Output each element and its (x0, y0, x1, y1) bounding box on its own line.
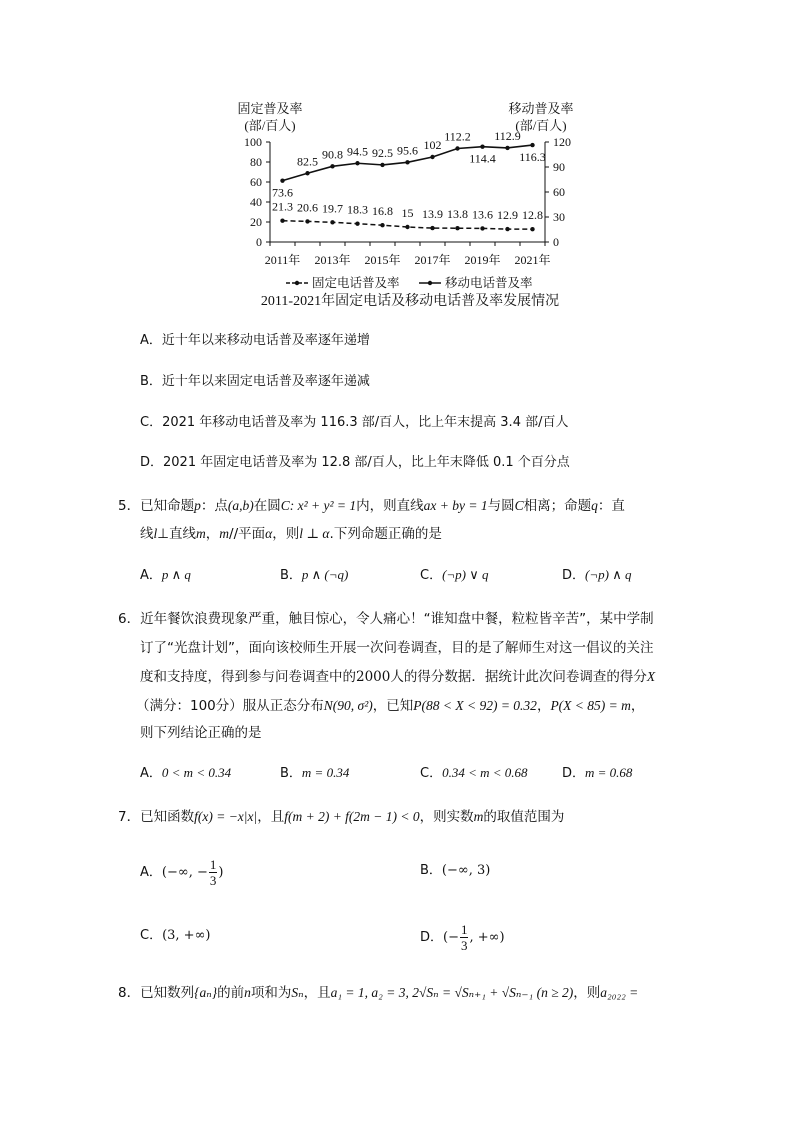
mobile-data-label: 116.3 (519, 150, 546, 165)
mobile-point (455, 146, 459, 150)
q5-option-b[interactable]: B．p ∧ (¬q) (280, 567, 349, 583)
q6-line-5: 则下列结论正确的是 (140, 725, 262, 741)
x-tick-label: 2017年 (414, 253, 451, 267)
q5-option-d[interactable]: D．(¬p) ∧ q (562, 567, 632, 583)
x-tick-label: 2021年 (514, 253, 551, 267)
fixed-data-label: 18.3 (347, 202, 368, 217)
fixed-data-label: 19.7 (322, 201, 343, 216)
q7-option-c[interactable]: C．(3, +∞) (140, 928, 211, 943)
left-tick-label: 40 (250, 195, 262, 209)
right-tick-label: 30 (553, 210, 565, 224)
mobile-point (305, 171, 309, 175)
q4-option-b[interactable]: B．近十年以来固定电话普及率逐年递减 (140, 374, 370, 389)
q8-line-1: 8．已知数列{aₙ}的前n项和为Sₙ，且a₁ = 1, a₂ = 3, 2√Sₙ = √Sₙ₊₁ + √Sₙ₋₁ (n ≥ 2)，则a₂₀₂₂ = (118, 985, 639, 1001)
mobile-data-label: 82.5 (297, 154, 318, 169)
mobile-point (430, 155, 434, 159)
right-tick-label: 120 (553, 135, 571, 149)
mobile-point (480, 144, 484, 148)
q5-line-2: 线l⊥直线m，m//平面α，则l ⊥ α.下列命题正确的是 (140, 526, 442, 542)
q6-option-c[interactable]: C．0.34 < m < 0.68 (420, 765, 528, 781)
right-tick-label: 60 (553, 185, 565, 199)
fixed-point (330, 220, 334, 224)
q4-option-d[interactable]: D．2021 年固定电话普及率为 12.8 部/百人，比上年末降低 0.1 个百分点 (140, 455, 570, 470)
right-axis-label-1: 移动普及率 (508, 101, 574, 116)
fixed-point (280, 219, 284, 223)
fixed-point (505, 227, 509, 231)
q6-line-4: （满分：100分）服从正态分布N(90, σ²)，已知P(88 < X < 92) = 0.32，P(X < 85) = m， (136, 698, 645, 714)
left-axis-label-2: (部/百人) (244, 118, 296, 133)
mobile-point (405, 160, 409, 164)
q6-line-2: 订了“光盘计划”，面向该校师生开展一次问卷调查，目的是了解师生对这一倡议的关注 (140, 640, 654, 656)
q6-option-a[interactable]: A．0 < m < 0.34 (140, 765, 232, 781)
q6-option-d[interactable]: D．m = 0.68 (562, 765, 633, 781)
left-tick-label: 100 (244, 135, 262, 149)
q6-line-3: 度和支持度，得到参与问卷调查中的2000人的得分数据．据统计此次问卷调查的得分X (140, 669, 656, 685)
fixed-data-label: 12.8 (522, 208, 543, 223)
mobile-point (330, 164, 334, 168)
q7-option-d[interactable]: D．(− $\frac{1}{3}$ , +∞) (420, 922, 505, 953)
fixed-data-label: 12.9 (497, 208, 518, 223)
fixed-data-label: 20.6 (297, 200, 318, 215)
fixed-data-label: 16.8 (372, 204, 393, 219)
mobile-data-label: 112.9 (494, 128, 521, 143)
fixed-data-label: 13.8 (447, 207, 468, 222)
mobile-data-label: 92.5 (372, 145, 393, 160)
q7-option-b[interactable]: B．(−∞, 3) (420, 863, 491, 878)
mobile-data-label: 95.6 (397, 143, 418, 158)
q5-option-a[interactable]: A．p ∧ q (140, 567, 191, 583)
q6-option-b[interactable]: B．m = 0.34 (280, 765, 350, 781)
left-tick-label: 20 (250, 215, 262, 229)
mobile-point (280, 178, 284, 182)
q5-line-1: 5．已知命题p：点(a,b)在圆C: x² + y² = 1内，则直线ax + by = 1与圆C相离；命题q：直 (118, 498, 625, 514)
q7-option-a[interactable]: A．(−∞, − $\frac{1}{3}$ ) (140, 857, 224, 888)
mobile-data-label: 112.2 (444, 129, 471, 144)
fixed-point (305, 219, 309, 223)
legend-label-fixed: 固定电话普及率 (312, 276, 400, 290)
x-tick-label: 2011年 (264, 253, 301, 267)
mobile-point (505, 146, 509, 150)
fixed-point (380, 223, 384, 227)
q6-line-1: 6．近年餐饮浪费现象严重，触目惊心，令人痛心！“谁知盘中餐，粒粒皆辛苦”，某中学制 (118, 611, 654, 627)
q4-option-a[interactable]: A．近十年以来移动电话普及率逐年递增 (140, 333, 370, 348)
fixed-data-label: 15 (401, 206, 414, 220)
mobile-data-label: 114.4 (469, 151, 496, 166)
right-axis-label-2: (部/百人) (515, 118, 567, 133)
mobile-data-label: 73.6 (272, 185, 293, 200)
left-tick-label: 60 (250, 175, 262, 189)
fixed-point (455, 226, 459, 230)
x-tick-label: 2013年 (314, 253, 351, 267)
fixed-point (405, 225, 409, 229)
fixed-point (530, 227, 534, 231)
mobile-data-label: 94.5 (347, 144, 368, 159)
legend-marker-mobile (428, 281, 432, 285)
fixed-data-label: 21.3 (272, 199, 293, 214)
mobile-point (380, 163, 384, 167)
line-chart (0, 0, 794, 320)
mobile-data-label: 90.8 (322, 147, 343, 162)
left-tick-label: 80 (250, 155, 262, 169)
q5-option-c[interactable]: C．(¬p) ∨ q (420, 567, 489, 583)
fixed-data-label: 13.6 (472, 207, 493, 222)
fixed-point (480, 226, 484, 230)
x-tick-label: 2019年 (464, 253, 501, 267)
right-tick-label: 0 (553, 235, 559, 249)
mobile-data-label: 102 (423, 138, 442, 152)
q4-option-c[interactable]: C．2021 年移动电话普及率为 116.3 部/百人，比上年末提高 3.4 部/百人 (140, 415, 569, 430)
q7-line-1: 7．已知函数f(x) = −x|x|，且f(m + 2) + f(2m − 1) < 0，则实数m的取值范围为 (118, 809, 565, 825)
fixed-point (430, 226, 434, 230)
fixed-point (355, 222, 359, 226)
chart-title: 2011-2021年固定电话及移动电话普及率发展情况 (260, 294, 560, 309)
x-tick-label: 2015年 (364, 253, 401, 267)
mobile-point (355, 161, 359, 165)
left-tick-label: 0 (256, 235, 262, 249)
right-tick-label: 90 (553, 160, 565, 174)
mobile-point (530, 143, 534, 147)
left-axis-label-1: 固定普及率 (237, 101, 303, 116)
legend-label-mobile: 移动电话普及率 (445, 276, 533, 290)
legend-marker-fixed (295, 281, 299, 285)
fixed-data-label: 13.9 (422, 207, 443, 222)
